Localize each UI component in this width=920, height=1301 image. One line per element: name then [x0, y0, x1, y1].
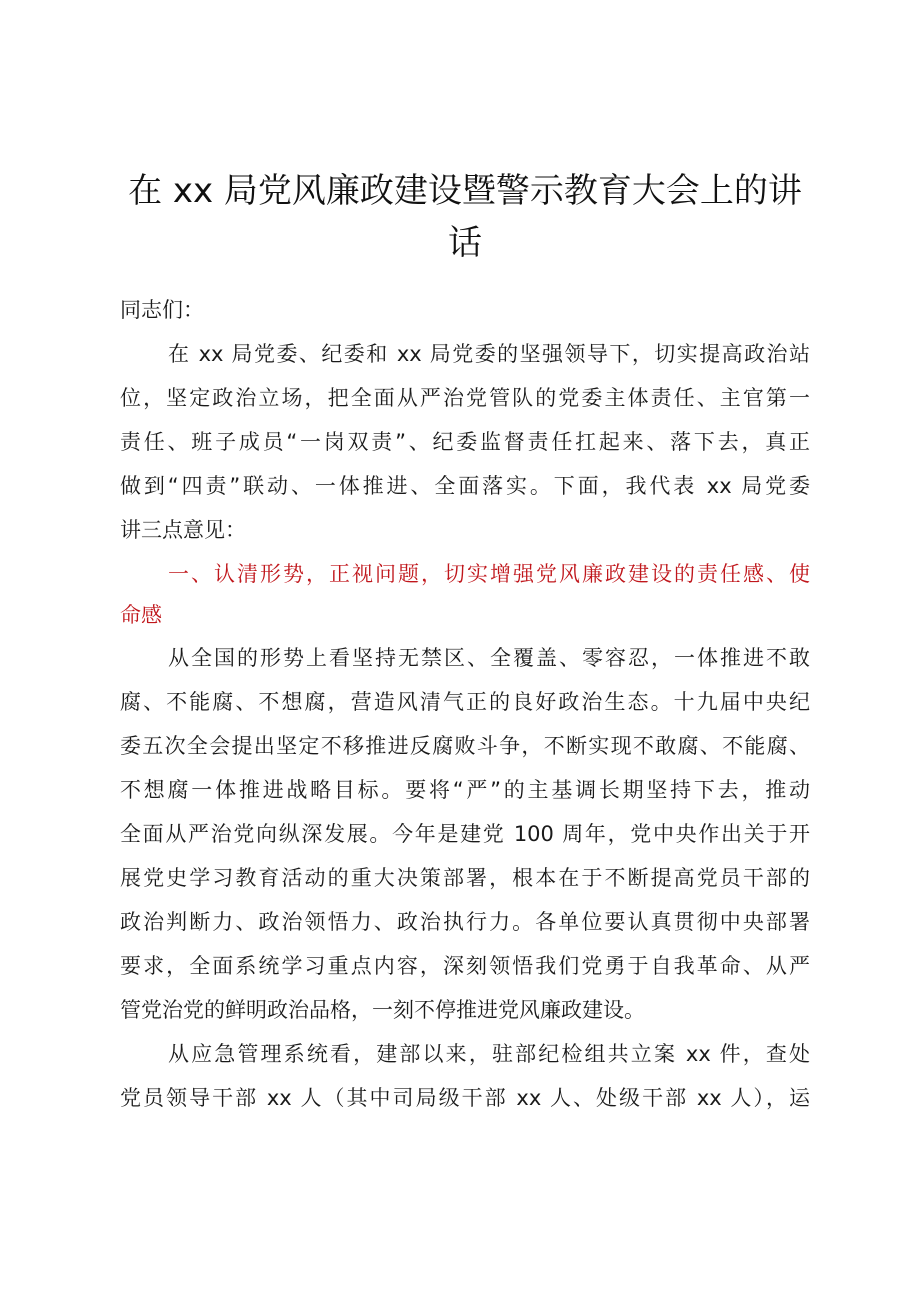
paragraph-3-line: 从应急管理系统看，建部以来，驻部纪检组共立案 xx 件，查处: [168, 1042, 810, 1066]
paragraph-1-line: 在 xx 局党委、纪委和 xx 局党委的坚强领导下，切实提高政治站: [168, 342, 810, 366]
paragraph-2-line: 展党史学习教育活动的重大决策部署，根本在于不断提高党员干部的: [120, 866, 810, 890]
section-heading-1-line: 一、认清形势，正视问题，切实增强党风廉政建设的责任感、使: [168, 562, 810, 586]
paragraph-2-line: 政治判断力、政治领悟力、政治执行力。各单位要认真贯彻中央部署: [120, 910, 810, 934]
section-heading-1-line: 命感: [120, 603, 162, 627]
paragraph-1-line: 位，坚定政治立场，把全面从严治党管队的党委主体责任、主官第一: [120, 386, 810, 410]
paragraph-2-line: 委五次全会提出坚定不移推进反腐败斗争，不断实现不敢腐、不能腐、: [120, 734, 810, 758]
paragraph-3-line: 党员领导干部 xx 人（其中司局级干部 xx 人、处级干部 xx 人），运: [120, 1086, 810, 1110]
paragraph-2-line: 不想腐一体推进战略目标。要将“严”的主基调长期坚持下去，推动: [120, 778, 810, 802]
paragraph-1-line: 讲三点意见：: [120, 518, 246, 542]
paragraph-1-line: 做到“四责”联动、一体推进、全面落实。下面，我代表 xx 局党委: [120, 474, 810, 498]
paragraph-1-line: 责任、班子成员“一岗双责”、纪委监督责任扛起来、落下去，真正: [120, 430, 810, 454]
salutation: 同志们：: [120, 298, 204, 322]
document-title-line-2: 话: [448, 223, 482, 263]
document-title-line-1: 在 xx 局党风廉政建设暨警示教育大会上的讲: [128, 171, 802, 211]
paragraph-2-line: 从全国的形势上看坚持无禁区、全覆盖、零容忍，一体推进不敢: [168, 646, 810, 670]
paragraph-2-line: 全面从严治党向纵深发展。今年是建党 100 周年，党中央作出关于开: [120, 822, 810, 846]
paragraph-2-line: 腐、不能腐、不想腐，营造风清气正的良好政治生态。十九届中央纪: [120, 690, 810, 714]
paragraph-2-line: 管党治党的鲜明政治品格，一刻不停推进党风廉政建设。: [120, 998, 645, 1022]
paragraph-2-line: 要求，全面系统学习重点内容，深刻领悟我们党勇于自我革命、从严: [120, 954, 810, 978]
